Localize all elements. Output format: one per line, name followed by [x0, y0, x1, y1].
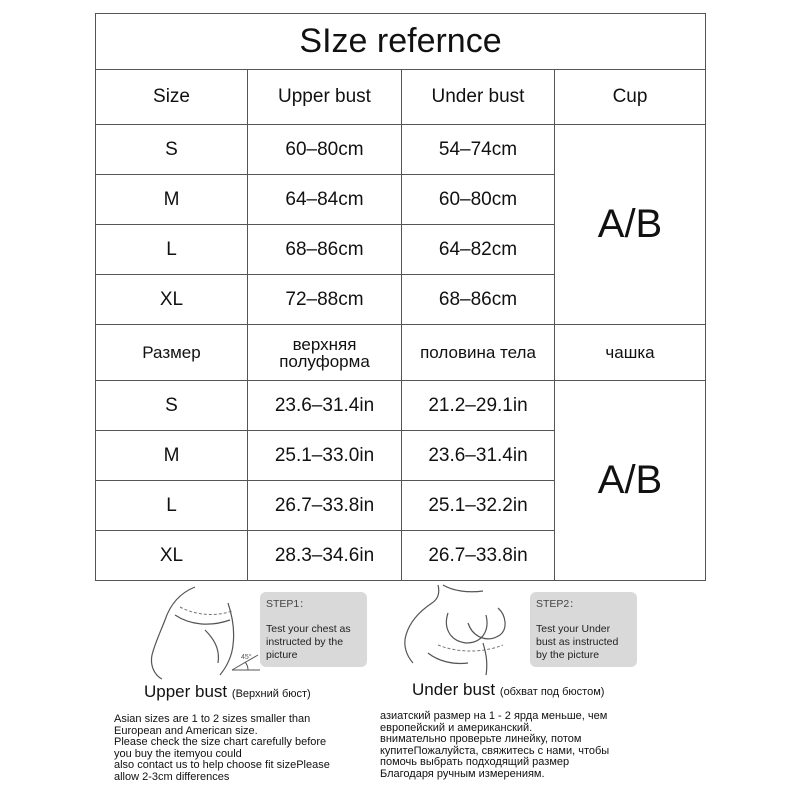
size-cell: M [96, 431, 248, 481]
header-row [96, 70, 706, 125]
upper-bust-caption [144, 682, 311, 702]
size-cell: M [96, 175, 248, 225]
note-russian: азиатский размер на 1 - 2 ярда меньше, чем европейский и американский. внимательно проверьте линейку, потом купитеПожалуйста, свяжитесь с нами, чтобы помочь выбрать подходящий размер Благодаря ручным измерениям. [380, 710, 610, 780]
under-bust-caption-en: Under bust [412, 680, 496, 699]
size-cell: L [96, 481, 248, 531]
step2-text: Test your Under bust as instructed by the picture [536, 623, 619, 661]
step1-text: Test your chest as instructed by the picture [266, 623, 351, 661]
upper-bust-cell: 72–88cm [248, 275, 402, 325]
cup-cell: A/B [555, 381, 706, 581]
table-row [96, 381, 706, 431]
cup-cell: A/B [555, 125, 706, 325]
upper-bust-cell: 26.7–33.8in [248, 481, 402, 531]
upper-bust-cell: 25.1–33.0in [248, 431, 402, 481]
size-cell: XL [96, 531, 248, 581]
under-bust-cell: 54–74cm [402, 125, 555, 175]
table-row [96, 125, 706, 175]
under-bust-caption [412, 680, 604, 700]
under-bust-cell: 60–80cm [402, 175, 555, 225]
under-bust-cell: 25.1–32.2in [402, 481, 555, 531]
angle-label: 45° [241, 654, 252, 661]
step1-title: STEP1： [266, 598, 310, 610]
size-cell: S [96, 125, 248, 175]
ru-header-under-bust: половина тела [402, 325, 555, 381]
size-cell: XL [96, 275, 248, 325]
size-cell: S [96, 381, 248, 431]
header-size: Size [96, 70, 248, 125]
upper-bust-cell: 60–80cm [248, 125, 402, 175]
header-under-bust: Under bust [402, 70, 555, 125]
under-bust-cell: 68–86cm [402, 275, 555, 325]
size-chart-table [95, 13, 706, 581]
upper-bust-illustration [140, 585, 265, 680]
ru-header-upper-bust: верхняя полуформа [248, 325, 402, 381]
header-upper-bust: Upper bust [248, 70, 402, 125]
under-bust-illustration [398, 583, 523, 678]
step1-instructions [260, 592, 367, 667]
under-bust-cell: 26.7–33.8in [402, 531, 555, 581]
note-english: Asian sizes are 1 to 2 sizes smaller than European and American size. Please check the size chart carefully before you buy the itemyou could also contact us to help choose fit sizePlease allow 2-3cm differences [114, 713, 330, 783]
ru-header-size: Размер [96, 325, 248, 381]
size-cell: L [96, 225, 248, 275]
upper-bust-cell: 68–86cm [248, 225, 402, 275]
upper-bust-cell: 28.3–34.6in [248, 531, 402, 581]
under-bust-cell: 23.6–31.4in [402, 431, 555, 481]
chart-title: SIze refernce [96, 14, 706, 70]
ru-header-cup: чашка [555, 325, 706, 381]
upper-bust-caption-en: Upper bust [144, 682, 228, 701]
ru-header-row [96, 325, 706, 381]
step2-instructions [530, 592, 637, 667]
step2-title: STEP2： [536, 598, 580, 610]
under-bust-cell: 21.2–29.1in [402, 381, 555, 431]
under-bust-caption-ru: (обхват под бюстом) [499, 686, 605, 698]
upper-bust-cell: 64–84cm [248, 175, 402, 225]
under-bust-cell: 64–82cm [402, 225, 555, 275]
upper-bust-cell: 23.6–31.4in [248, 381, 402, 431]
header-cup: Cup [555, 70, 706, 125]
upper-bust-caption-ru: (Верхний бюст) [231, 688, 311, 700]
